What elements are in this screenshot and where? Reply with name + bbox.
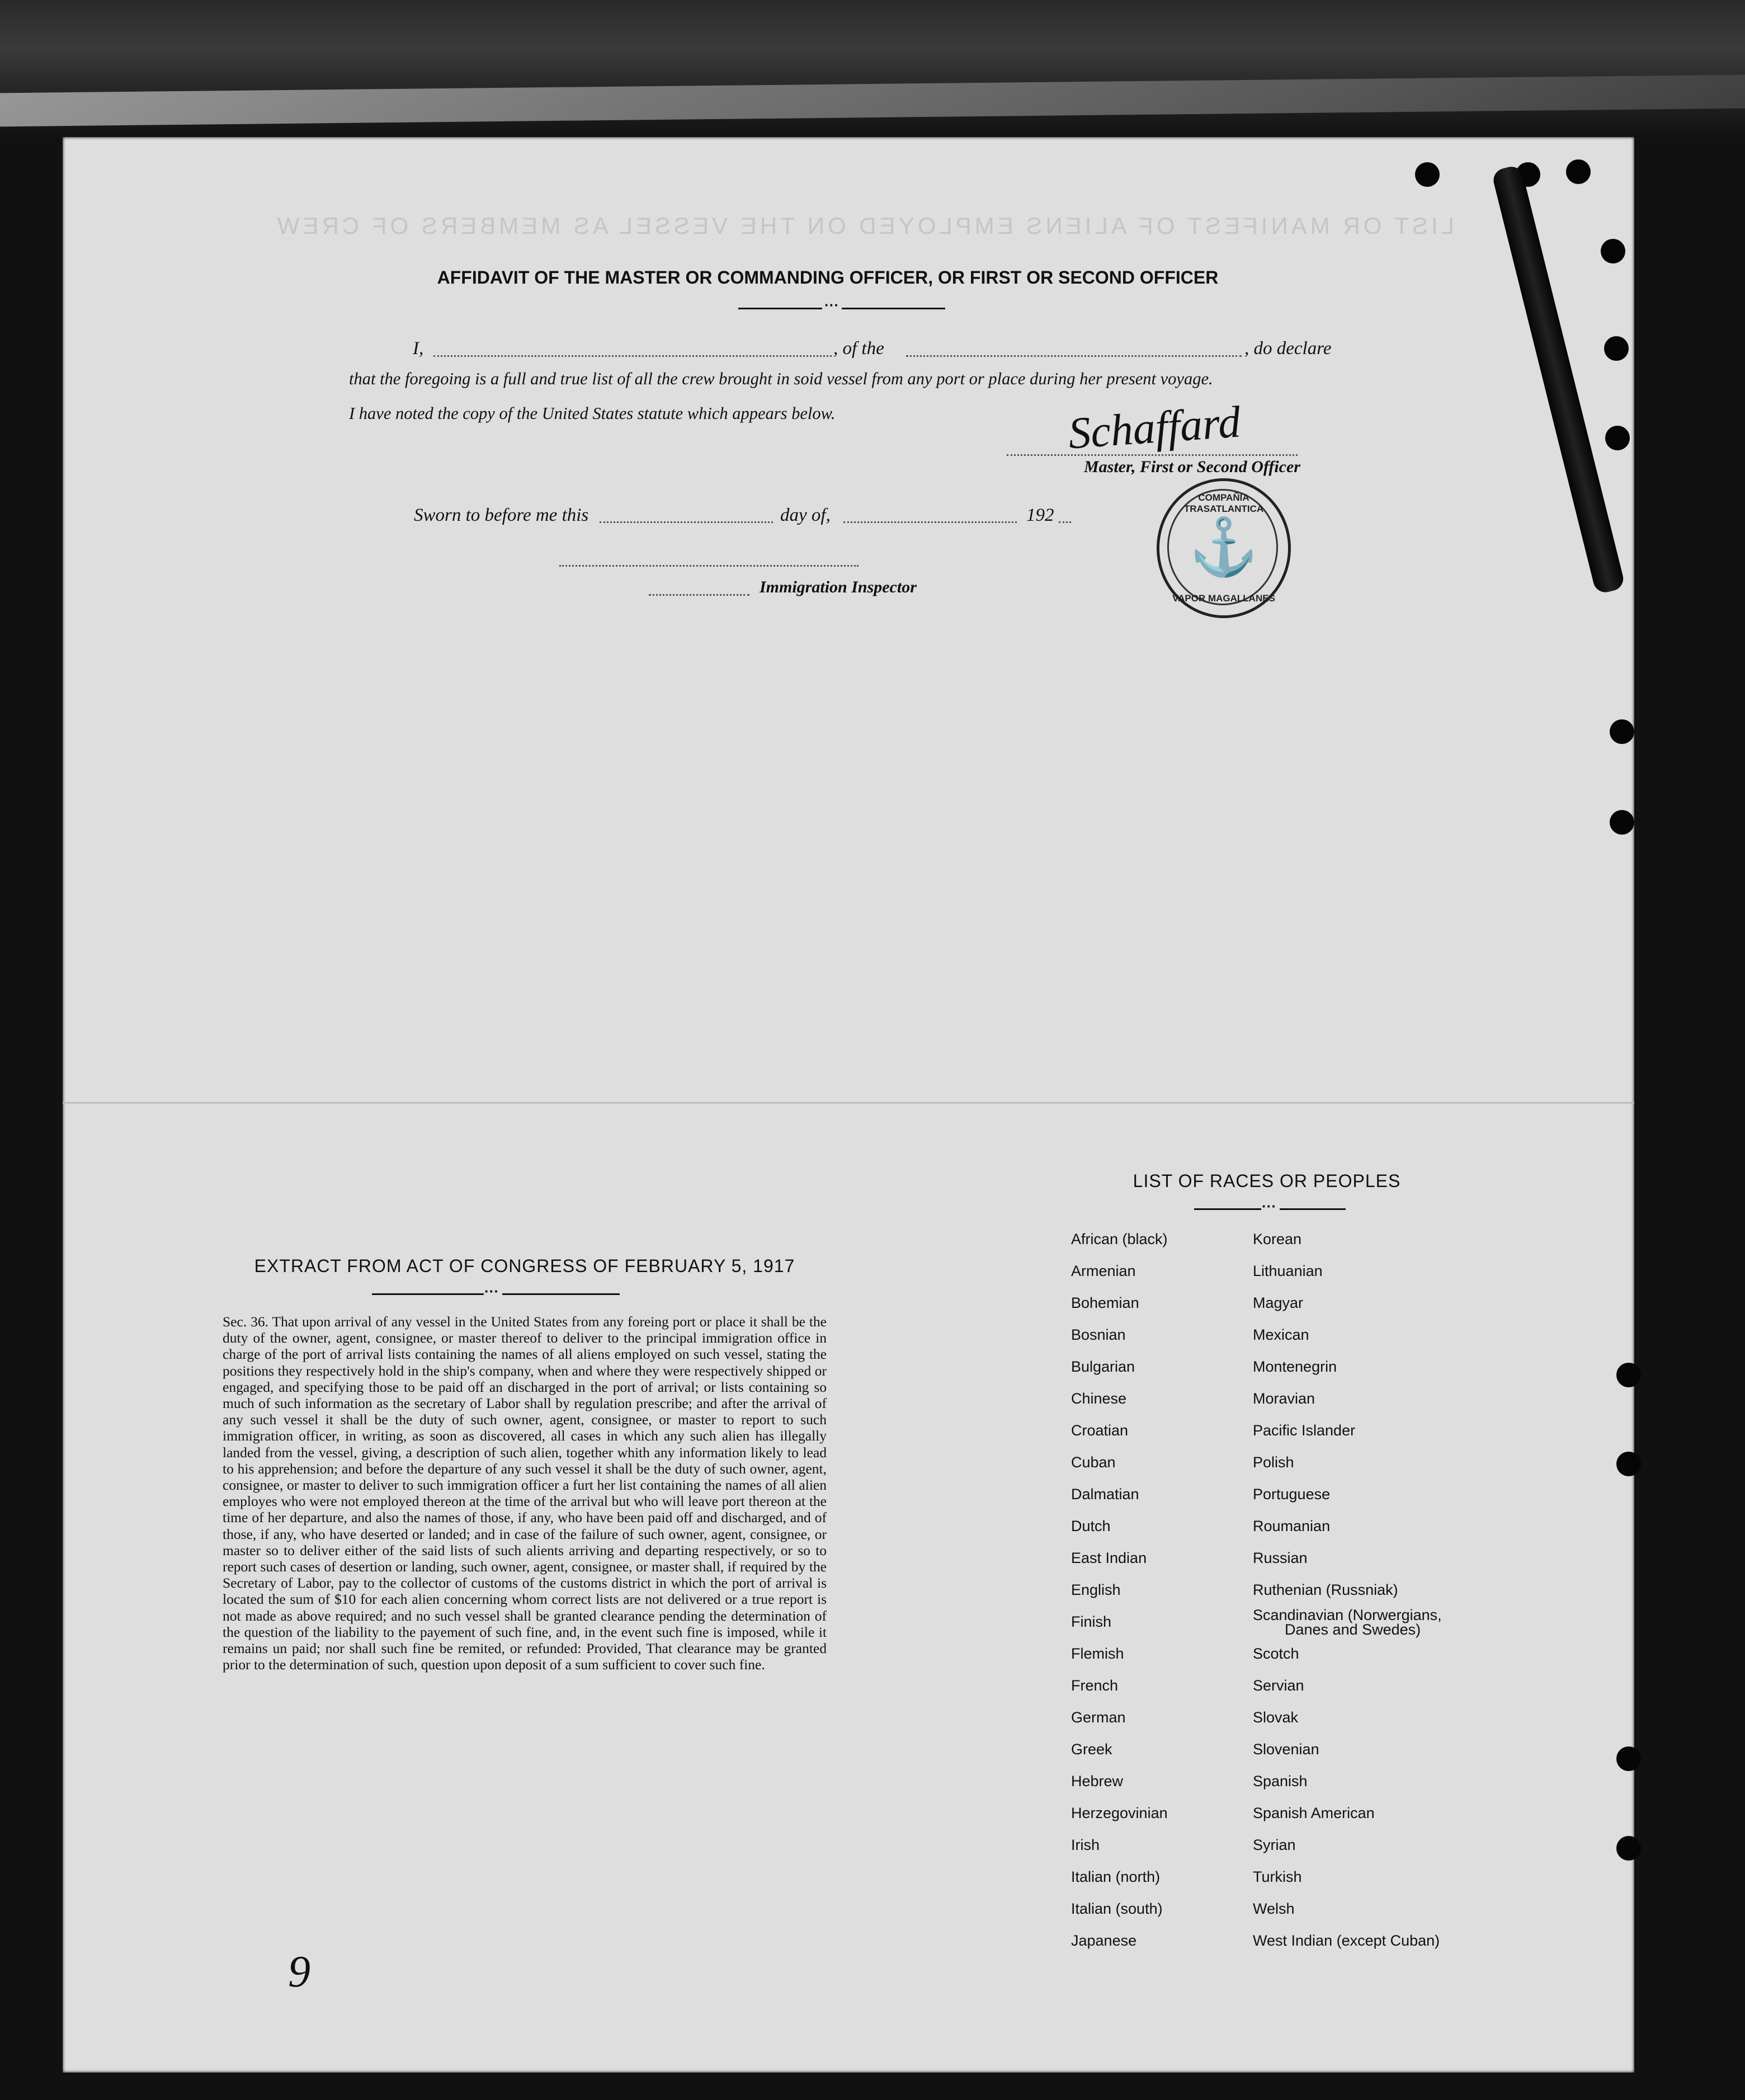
affidavit-line-2: that the foregoing is a full and true list of all the crew brought in soid vessel from any port or place during her present voyage. — [349, 369, 1213, 388]
race-item: Flemish — [1071, 1645, 1124, 1662]
race-item: Mexican — [1253, 1326, 1309, 1343]
punch-hole-icon — [1604, 336, 1629, 361]
race-item: Magyar — [1253, 1294, 1304, 1311]
affidavit-divider — [842, 308, 945, 309]
race-item: Servian — [1253, 1677, 1304, 1694]
race-item: Syrian — [1253, 1837, 1296, 1853]
year-label: 192 — [1026, 505, 1054, 525]
race-item: Bosnian — [1071, 1326, 1126, 1343]
affidavit-divider-dots: ··· — [824, 296, 839, 313]
extract-heading: EXTRACT FROM ACT OF CONGRESS OF FEBRUARY 5, 1917 — [254, 1256, 795, 1276]
race-item: Scandinavian (Norwergians, — [1253, 1607, 1442, 1623]
punch-hole-icon — [1616, 1746, 1641, 1771]
master-name-blank — [433, 355, 832, 357]
race-item: Italian (north) — [1071, 1868, 1161, 1885]
affidavit-do-declare: , do declare — [1244, 338, 1332, 359]
race-item: Italian (south) — [1071, 1900, 1163, 1917]
race-item: Finish — [1071, 1613, 1112, 1630]
race-item: French — [1071, 1677, 1119, 1694]
affidavit-i-label: I, — [413, 338, 424, 359]
race-item: Pacific Islander — [1253, 1422, 1356, 1439]
bleed-through-text: LIST OR MANIFEST OF ALIENS EMPLOYED ON THE VESSEL AS MEMBERS OF CREW — [273, 213, 1454, 239]
race-item: Cuban — [1071, 1454, 1116, 1471]
races-divider — [1194, 1208, 1261, 1210]
extract-divider — [372, 1293, 484, 1295]
race-item: Chinese — [1071, 1390, 1127, 1407]
extract-section-36: Sec. 36. That upon arrival of any vessel in the United States from any foreing port or place it shall be the duty of the owner, agent, consignee, or master thereof to deliver to the principal immigration office in charge of the port of arrival lists containing the names of all aliens employed on such vessel, stating the positions they respectively hold in the ship's company, when and where they were respectively shipped or engaged, and specifying those to be paid off an discharged in the port of arrival; or lists containing so much of such information as the secretary of Labor shall by regulation prescribe; and after the arrival of any such vessel it shall be the duty of such owner, agent, consignee, or master to report to such immigration officer, in writing, as soon as discovered, all cases in which any such alien has illegally landed from the vessel, giving, a description of such alien, together whith any information likely to lead to his apprehension; and before the departure of any such vessel it shall be the duty of such owner, agent, consignee, or master to deliver to such immigration officer a furt her list containing the names of all alien employes who were not employed thereon at the time of the arrival but who will leave port thereon at the time of her departure, and also the names of those, if any, who have been paid off and discharged, and of those, if any, who have deserted or landed; and in case of the failure of such owner, agent, consignee, or master so to deliver either of the said lists of such alients arriving and departing respectively, or so to report such cases of desertion or landing, such owner, agent, consignee, or master shall, if required by the Secretary of Labor, pay to the collector of customs of the customs district in which the port of arrival is located the sum of $10 for each alien concerning whom correct lists are not delivered or a true report is not made as above required; and no such vessel shall be granted clearance pending the determination of the question of the liability to the payement of such fine, and, in the event such fine is imposed, while it remains un paid; nor shall such fine be remited, or refunded: Provided, That clearance may be granted prior to the determination of such, question upon deposit of a sum sufficient to cover such fine. — [223, 1313, 827, 1673]
race-item: Hebrew — [1071, 1773, 1124, 1790]
race-item: Irish — [1071, 1837, 1100, 1853]
race-item: West Indian (except Cuban) — [1253, 1932, 1440, 1949]
punch-hole-icon — [1610, 810, 1634, 835]
race-item: Lithuanian — [1253, 1263, 1323, 1279]
race-item: Roumanian — [1253, 1518, 1331, 1534]
affidavit-heading: AFFIDAVIT OF THE MASTER OR COMMANDING OFFICER, OR FIRST OR SECOND OFFICER — [437, 267, 1219, 288]
sworn-day-blank — [600, 521, 773, 523]
handwritten-page-number: 9 — [288, 1947, 310, 1997]
punch-hole-icon — [1610, 719, 1634, 744]
race-item: Greek — [1071, 1741, 1112, 1758]
race-item: Bulgarian — [1071, 1358, 1135, 1375]
race-item: Scotch — [1253, 1645, 1299, 1662]
vessel-name-blank — [906, 355, 1242, 357]
race-item: German — [1071, 1709, 1126, 1726]
punch-hole-icon — [1601, 239, 1625, 263]
race-item: English — [1071, 1581, 1121, 1598]
races-divider-dots: ··· — [1262, 1198, 1276, 1214]
punch-hole-icon — [1616, 1836, 1641, 1861]
day-of-label: day of, — [780, 505, 831, 525]
race-item: Japanese — [1071, 1932, 1137, 1949]
seal-bottom-text: VAPOR MAGALLANES — [1172, 593, 1275, 604]
race-item: Slovak — [1253, 1709, 1299, 1726]
race-item: Spanish American — [1253, 1805, 1375, 1821]
immigration-inspector-label: Immigration Inspector — [760, 578, 917, 596]
document-sheet — [63, 137, 1634, 2073]
inspector-name-blank — [649, 594, 749, 596]
race-item: African (black) — [1071, 1231, 1168, 1247]
race-item: Slovenian — [1253, 1741, 1319, 1758]
races-heading: LIST OF RACES OR PEOPLES — [1133, 1171, 1401, 1191]
race-item: Polish — [1253, 1454, 1294, 1471]
ship-seal-stamp — [1157, 478, 1291, 618]
race-item-continued: Danes and Swedes) — [1285, 1621, 1421, 1638]
seal-top-text: COMPAÑIA TRASATLANTICA — [1183, 492, 1264, 514]
race-item: Russian — [1253, 1550, 1308, 1566]
race-item: Turkish — [1253, 1868, 1302, 1885]
extract-divider-dots: ··· — [484, 1283, 499, 1299]
affidavit-line-3: I have noted the copy of the United States statute which appears below. — [349, 404, 836, 423]
race-item: Portuguese — [1253, 1486, 1331, 1503]
punch-hole-icon — [1415, 162, 1440, 187]
race-item: Croatian — [1071, 1422, 1129, 1439]
master-officer-label: Master, First or Second Officer — [1084, 458, 1300, 476]
punch-hole-icon — [1566, 159, 1591, 184]
affidavit-divider — [738, 308, 822, 309]
signature-blank — [1007, 454, 1298, 456]
race-item: Herzegovinian — [1071, 1805, 1168, 1821]
sworn-label: Sworn to before me this — [414, 505, 589, 525]
race-item: Spanish — [1253, 1773, 1308, 1790]
inspector-sign-blank — [559, 565, 859, 567]
punch-hole-icon — [1616, 1363, 1641, 1387]
year-blank — [1059, 521, 1071, 523]
race-item: Korean — [1253, 1231, 1302, 1247]
punch-hole-icon — [1605, 426, 1630, 450]
race-item: Dutch — [1071, 1518, 1111, 1534]
race-item: Welsh — [1253, 1900, 1295, 1917]
races-divider — [1280, 1208, 1346, 1210]
officer-signature: Schaffard — [1067, 397, 1242, 459]
page-fold-line — [63, 1102, 1634, 1104]
race-item: East Indian — [1071, 1550, 1147, 1566]
punch-hole-icon — [1616, 1452, 1641, 1476]
race-item: Dalmatian — [1071, 1486, 1139, 1503]
race-item: Bohemian — [1071, 1294, 1139, 1311]
month-blank — [843, 521, 1017, 523]
race-item: Armenian — [1071, 1263, 1136, 1279]
anchor-icon: ⚓ — [1189, 516, 1259, 578]
race-item: Moravian — [1253, 1390, 1315, 1407]
race-item: Ruthenian (Russniak) — [1253, 1581, 1398, 1598]
race-item: Montenegrin — [1253, 1358, 1337, 1375]
affidavit-of-the: , of the — [833, 338, 884, 359]
extract-divider — [502, 1293, 620, 1295]
